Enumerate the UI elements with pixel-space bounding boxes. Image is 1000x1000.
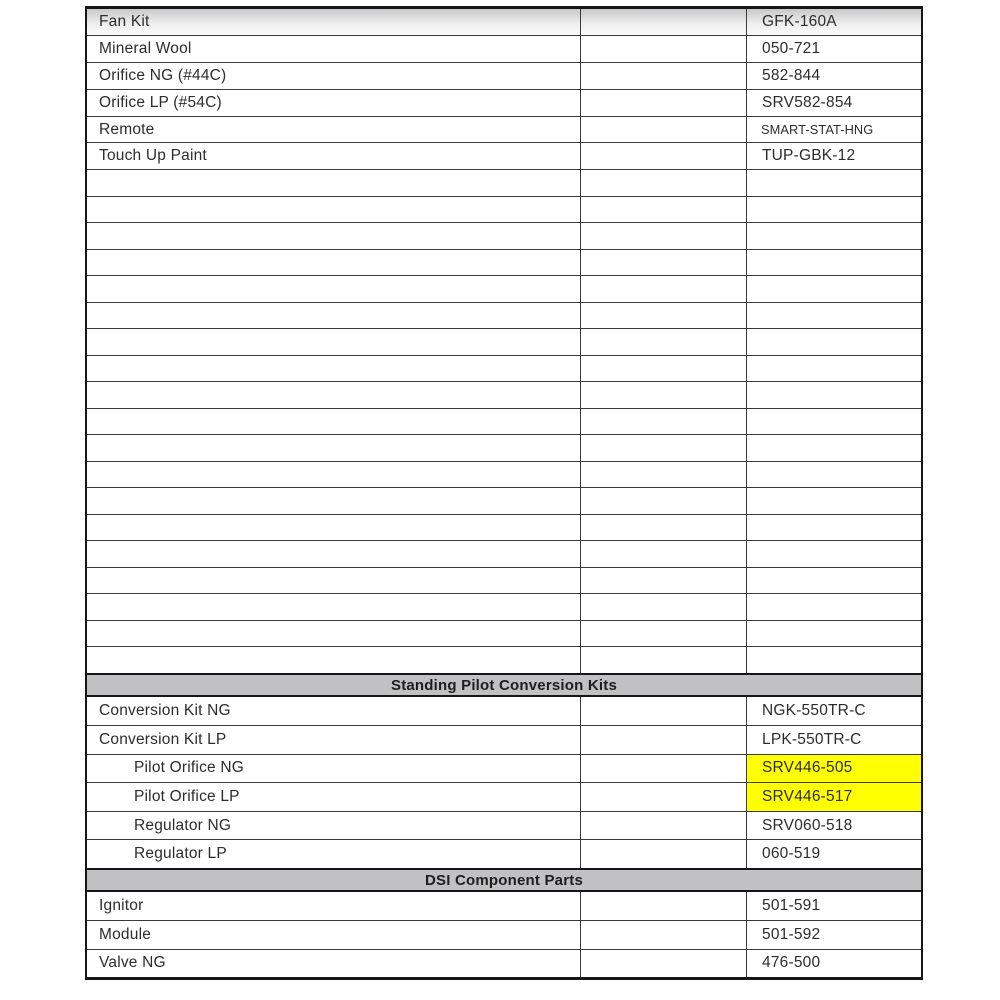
part-number-cell: 060-519 xyxy=(762,845,821,863)
table-row xyxy=(87,142,921,169)
empty-table-row xyxy=(87,540,921,567)
part-name-cell: Valve NG xyxy=(87,950,581,978)
part-name-cell: Orifice NG (#44C) xyxy=(87,63,581,89)
part-name-cell: Pilot Orifice NG xyxy=(87,755,581,783)
part-number-cell xyxy=(747,647,921,673)
table-row xyxy=(87,839,921,868)
part-number-cell xyxy=(747,356,921,382)
middle-cell xyxy=(581,356,747,382)
empty-table-row xyxy=(87,434,921,461)
middle-cell xyxy=(581,812,747,840)
part-name-cell xyxy=(87,329,581,355)
middle-cell xyxy=(581,515,747,541)
table-row xyxy=(87,9,921,35)
part-name-cell xyxy=(87,276,581,302)
part-number-cell xyxy=(747,223,921,249)
part-name-cell xyxy=(87,250,581,276)
part-number-cell: SRV582-854 xyxy=(762,93,853,111)
middle-cell xyxy=(581,726,747,754)
middle-cell xyxy=(581,250,747,276)
empty-table-row xyxy=(87,328,921,355)
part-number-cell: 501-591 xyxy=(762,897,821,915)
middle-cell xyxy=(581,223,747,249)
part-name-cell: Conversion Kit NG xyxy=(87,697,581,725)
middle-cell xyxy=(581,329,747,355)
part-name-cell xyxy=(87,647,581,673)
middle-cell xyxy=(581,621,747,647)
empty-table-row xyxy=(87,487,921,514)
part-name-cell xyxy=(87,462,581,488)
empty-rows-group xyxy=(87,169,921,673)
table-row xyxy=(87,35,921,62)
part-number-cell: SMART-STAT-HNG xyxy=(761,122,874,137)
top-rows-group xyxy=(87,9,921,169)
part-number-cell xyxy=(747,621,921,647)
middle-cell xyxy=(581,568,747,594)
middle-cell xyxy=(581,594,747,620)
parts-table xyxy=(85,6,923,980)
middle-cell xyxy=(581,755,747,783)
middle-cell xyxy=(581,9,747,35)
part-number-cell: NGK-550TR-C xyxy=(762,702,866,720)
part-name-cell: Module xyxy=(87,921,581,949)
middle-cell xyxy=(581,90,747,116)
table-row xyxy=(87,62,921,89)
part-name-cell: Fan Kit xyxy=(87,9,581,35)
part-number-cell xyxy=(747,515,921,541)
middle-cell xyxy=(581,276,747,302)
part-number-cell xyxy=(747,303,921,329)
middle-cell xyxy=(581,697,747,725)
part-name-cell xyxy=(87,621,581,647)
middle-cell xyxy=(581,435,747,461)
table-row xyxy=(87,920,921,949)
empty-table-row xyxy=(87,196,921,223)
empty-table-row xyxy=(87,381,921,408)
part-name-cell xyxy=(87,594,581,620)
table-row xyxy=(87,949,921,978)
middle-cell xyxy=(581,488,747,514)
part-name-cell: Remote xyxy=(87,117,581,143)
sections-group xyxy=(87,673,921,977)
middle-cell xyxy=(581,921,747,949)
middle-cell xyxy=(581,117,747,143)
table-row xyxy=(87,782,921,811)
part-number-cell xyxy=(747,276,921,302)
empty-table-row xyxy=(87,249,921,276)
part-number-cell xyxy=(747,435,921,461)
middle-cell xyxy=(581,409,747,435)
part-number-cell xyxy=(747,382,921,408)
middle-cell xyxy=(581,462,747,488)
middle-cell xyxy=(581,950,747,978)
part-number-cell: 050-721 xyxy=(762,39,821,57)
part-number-cell: GFK-160A xyxy=(762,12,837,30)
part-number-cell xyxy=(747,488,921,514)
middle-cell xyxy=(581,647,747,673)
section-header-standing-pilot-conversion-kits xyxy=(87,673,921,698)
middle-cell xyxy=(581,892,747,920)
part-name-cell: Ignitor xyxy=(87,892,581,920)
part-number-cell xyxy=(747,568,921,594)
section-header-dsi-component-parts xyxy=(87,868,921,893)
table-row xyxy=(87,725,921,754)
part-number-cell: TUP-GBK-12 xyxy=(762,147,856,165)
empty-table-row xyxy=(87,593,921,620)
part-number-cell xyxy=(747,594,921,620)
middle-cell xyxy=(581,541,747,567)
part-name-cell xyxy=(87,356,581,382)
middle-cell xyxy=(581,143,747,169)
part-name-cell xyxy=(87,303,581,329)
empty-table-row xyxy=(87,355,921,382)
highlighted-part-number: SRV446-505 xyxy=(747,755,921,783)
part-number-cell xyxy=(747,250,921,276)
part-name-cell xyxy=(87,515,581,541)
empty-table-row xyxy=(87,620,921,647)
part-number-cell xyxy=(747,462,921,488)
section-rows-group xyxy=(87,697,921,868)
part-number-cell xyxy=(747,541,921,567)
middle-cell xyxy=(581,197,747,223)
part-number-cell xyxy=(747,409,921,435)
part-name-cell: Conversion Kit LP xyxy=(87,726,581,754)
part-name-cell xyxy=(87,197,581,223)
part-number-cell xyxy=(747,329,921,355)
part-name-cell xyxy=(87,541,581,567)
part-name-cell: Mineral Wool xyxy=(87,36,581,62)
part-name-cell: Orifice LP (#54C) xyxy=(87,90,581,116)
part-name-cell xyxy=(87,435,581,461)
part-number-cell xyxy=(747,197,921,223)
part-number-cell: LPK-550TR-C xyxy=(762,730,862,748)
part-name-cell xyxy=(87,488,581,514)
table-row xyxy=(87,892,921,920)
part-name-cell xyxy=(87,170,581,196)
middle-cell xyxy=(581,170,747,196)
part-name-cell: Touch Up Paint xyxy=(87,143,581,169)
section-header-label: DSI Component Parts xyxy=(425,871,583,889)
empty-table-row xyxy=(87,514,921,541)
empty-table-row xyxy=(87,461,921,488)
part-number-cell xyxy=(747,170,921,196)
middle-cell xyxy=(581,303,747,329)
part-name-cell: Regulator LP xyxy=(87,840,581,868)
table-row xyxy=(87,811,921,840)
part-name-cell xyxy=(87,223,581,249)
part-name-cell: Regulator NG xyxy=(87,812,581,840)
part-number-cell: 582-844 xyxy=(762,66,821,84)
empty-table-row xyxy=(87,408,921,435)
middle-cell xyxy=(581,840,747,868)
middle-cell xyxy=(581,382,747,408)
empty-table-row xyxy=(87,222,921,249)
empty-table-row xyxy=(87,646,921,673)
part-number-cell: 501-592 xyxy=(762,925,821,943)
highlighted-part-number: SRV446-517 xyxy=(747,783,921,811)
table-row xyxy=(87,89,921,116)
section-rows-group xyxy=(87,892,921,977)
middle-cell xyxy=(581,36,747,62)
table-row xyxy=(87,116,921,143)
table-row xyxy=(87,697,921,725)
part-name-cell xyxy=(87,409,581,435)
empty-table-row xyxy=(87,275,921,302)
empty-table-row xyxy=(87,302,921,329)
section-header-label: Standing Pilot Conversion Kits xyxy=(390,676,617,694)
part-number-cell: 476-500 xyxy=(762,954,821,972)
part-name-cell: Pilot Orifice LP xyxy=(87,783,581,811)
part-name-cell xyxy=(87,382,581,408)
empty-table-row xyxy=(87,567,921,594)
middle-cell xyxy=(581,63,747,89)
part-name-cell xyxy=(87,568,581,594)
table-row xyxy=(87,754,921,783)
middle-cell xyxy=(581,783,747,811)
part-number-cell: SRV060-518 xyxy=(762,816,853,834)
empty-table-row xyxy=(87,169,921,196)
